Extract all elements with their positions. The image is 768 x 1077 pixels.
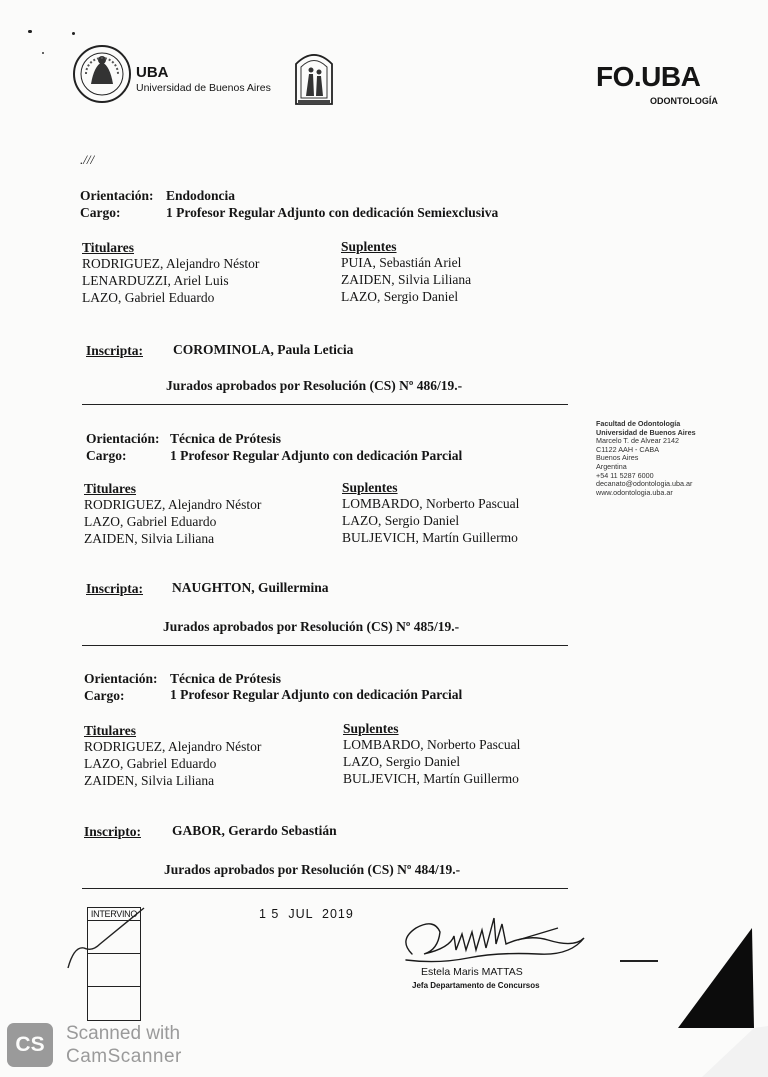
stamp-initial-mark bbox=[64, 906, 148, 972]
faculty-address-line: C1122 AAH - CABA bbox=[596, 444, 659, 454]
faculty-address-line: +54 11 5287 6000 bbox=[596, 470, 654, 480]
cargo-label: Cargo: bbox=[84, 688, 125, 703]
scan-speck bbox=[42, 52, 44, 54]
faculty-address-line: Buenos Aires bbox=[596, 453, 639, 463]
signer-name: Estela Maris MATTAS bbox=[421, 966, 523, 978]
cargo-value: 1 Profesor Regular Adjunto con dedicación Semiexclusiva bbox=[166, 205, 499, 220]
orientacion-value: Endodoncia bbox=[166, 188, 236, 203]
suplente-name: BULJEVICH, Martín Guillermo bbox=[342, 530, 518, 545]
inscripto-label: Inscripto: bbox=[84, 824, 141, 839]
cargo-value: 1 Profesor Regular Adjunto con dedicación Parcial bbox=[170, 448, 463, 463]
watermark-line-2: CamScanner bbox=[66, 1046, 182, 1067]
stamp-label: INTERVINO bbox=[88, 908, 140, 921]
suplente-name: LAZO, Sergio Daniel bbox=[343, 754, 461, 769]
cargo-label: Cargo: bbox=[80, 205, 121, 220]
titular-name: ZAIDEN, Silvia Liliana bbox=[84, 531, 215, 546]
orientacion-label: Orientación: bbox=[80, 188, 154, 203]
jurados-resolution: Jurados aprobados por Resolución (CS) Nº 484/19.- bbox=[164, 862, 461, 877]
suplente-name: ZAIDEN, Silvia Liliana bbox=[341, 272, 472, 287]
section-divider bbox=[82, 645, 568, 646]
titular-name: LAZO, Gabriel Eduardo bbox=[84, 756, 217, 771]
jurados-resolution: Jurados aprobados por Resolución (CS) Nº 486/19.- bbox=[166, 378, 463, 393]
page-corner-shadow bbox=[672, 920, 768, 1077]
titular-name: LENARDUZZI, Ariel Luis bbox=[82, 273, 229, 288]
cargo-value: 1 Profesor Regular Adjunto con dedicación Parcial bbox=[170, 687, 463, 702]
inscripto-label: Inscripta: bbox=[86, 343, 143, 358]
jurados-resolution: Jurados aprobados por Resolución (CS) Nº 485/19.- bbox=[163, 619, 460, 634]
inscripto-name: NAUGHTON, Guillermina bbox=[172, 580, 329, 595]
suplente-name: PUIA, Sebastián Ariel bbox=[341, 255, 462, 270]
scan-speck bbox=[72, 32, 75, 35]
suplente-name: LOMBARDO, Norberto Pascual bbox=[343, 737, 521, 752]
suplente-name: LAZO, Sergio Daniel bbox=[342, 513, 460, 528]
fouba-logo-title: FO.UBA bbox=[596, 61, 701, 92]
titular-name: LAZO, Gabriel Eduardo bbox=[82, 290, 215, 305]
faculty-address-block bbox=[596, 420, 696, 497]
camscanner-logo-icon bbox=[7, 1023, 53, 1067]
inscripto-name: COROMINOLA, Paula Leticia bbox=[173, 342, 354, 357]
section-divider bbox=[82, 888, 568, 889]
handwritten-signature bbox=[398, 910, 598, 972]
fouba-logo-subtitle: ODONTOLOGÍA bbox=[650, 96, 718, 106]
titular-name: RODRIGUEZ, Alejandro Néstor bbox=[84, 739, 262, 754]
orientacion-value: Técnica de Prótesis bbox=[170, 671, 281, 686]
faculty-crest bbox=[292, 50, 336, 108]
orientacion-value: Técnica de Prótesis bbox=[170, 431, 281, 446]
titular-name: RODRIGUEZ, Alejandro Néstor bbox=[84, 497, 262, 512]
cargo-label: Cargo: bbox=[86, 448, 127, 463]
faculty-address-line: Universidad de Buenos Aires bbox=[596, 427, 696, 437]
uba-logo bbox=[72, 44, 132, 104]
suplente-name: BULJEVICH, Martín Guillermo bbox=[343, 771, 519, 786]
page-continuation-mark: ./// bbox=[80, 152, 95, 167]
titulares-label: Titulares bbox=[84, 723, 137, 738]
suplentes-label: Suplentes bbox=[342, 480, 398, 495]
faculty-address-line: Facultad de Odontología bbox=[596, 419, 681, 428]
orientacion-label: Orientación: bbox=[86, 431, 160, 446]
faculty-address-line: decanato@odontologia.uba.ar bbox=[596, 479, 693, 489]
titular-name: LAZO, Gabriel Eduardo bbox=[84, 514, 217, 529]
section-divider bbox=[82, 404, 568, 405]
orientacion-label: Orientación: bbox=[84, 671, 158, 686]
inscripto-name: GABOR, Gerardo Sebastián bbox=[172, 823, 337, 838]
uba-subtitle: Universidad de Buenos Aires bbox=[136, 82, 271, 94]
suplente-name: LOMBARDO, Norberto Pascual bbox=[342, 496, 520, 511]
faculty-crest-icon bbox=[292, 50, 336, 108]
suplentes-label: Suplentes bbox=[343, 721, 399, 736]
faculty-address-line: www.odontologia.uba.ar bbox=[596, 487, 673, 497]
titular-name: ZAIDEN, Silvia Liliana bbox=[84, 773, 215, 788]
inscripto-label: Inscripta: bbox=[86, 581, 143, 596]
uba-title: UBA bbox=[136, 64, 169, 81]
titular-name: RODRIGUEZ, Alejandro Néstor bbox=[82, 256, 260, 271]
suplentes-label: Suplentes bbox=[341, 239, 397, 254]
scan-speck bbox=[28, 30, 32, 33]
faculty-address-line: Marcelo T. de Alvear 2142 bbox=[596, 436, 679, 446]
faculty-address-line: Argentina bbox=[596, 461, 627, 471]
titulares-label: Titulares bbox=[84, 481, 137, 496]
camscanner-icon-text: CS bbox=[15, 1033, 45, 1056]
suplente-name: LAZO, Sergio Daniel bbox=[341, 289, 459, 304]
signer-title: Jefa Departamento de Concursos bbox=[412, 981, 540, 990]
uba-seal-icon bbox=[72, 44, 132, 104]
watermark-line-1: Scanned with bbox=[66, 1023, 181, 1044]
signature-tail-line bbox=[620, 960, 658, 962]
date-stamp: 1 5 JUL 2019 bbox=[259, 907, 354, 921]
titulares-label: Titulares bbox=[82, 240, 135, 255]
